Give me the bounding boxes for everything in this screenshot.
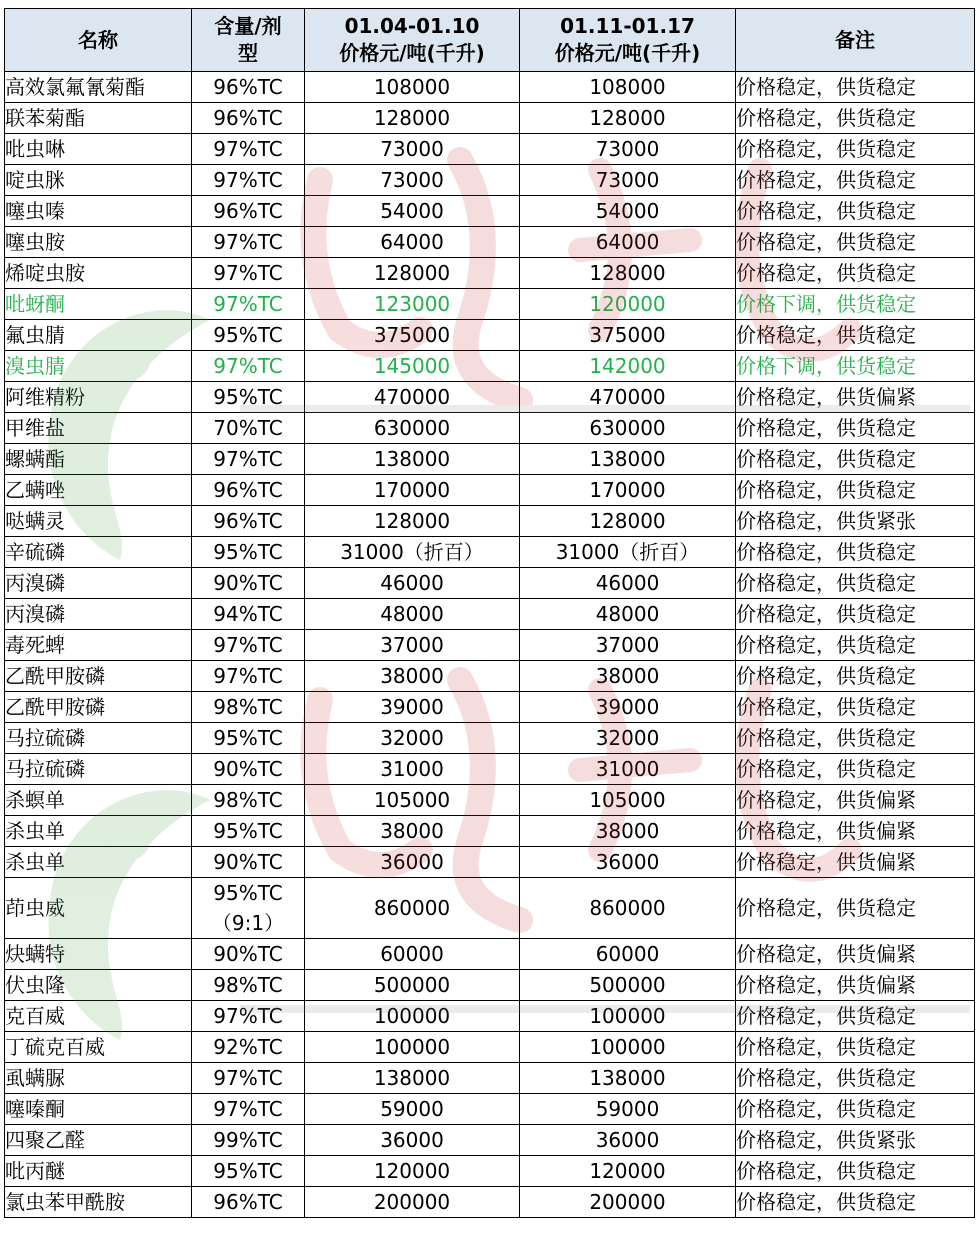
cell-note: 价格下调，供货稳定	[736, 289, 975, 320]
cell-price-period2: 73000	[520, 134, 736, 165]
cell-content-spec: 98%TC	[192, 692, 305, 723]
cell-content-spec: 92%TC	[192, 1032, 305, 1063]
header-period1-unit: 价格元/吨(千升)	[339, 41, 485, 65]
cell-note: 价格稳定，供货偏紧	[736, 785, 975, 816]
cell-price-period2: 39000	[520, 692, 736, 723]
cell-price-period1: 100000	[305, 1001, 520, 1032]
table-row	[5, 289, 975, 320]
cell-price-period2: 32000	[520, 723, 736, 754]
header-spec-line2: 型	[238, 41, 258, 65]
table-row	[5, 630, 975, 661]
cell-note: 价格稳定，供货偏紧	[736, 382, 975, 413]
cell-product-name: 克百威	[5, 1001, 192, 1032]
cell-price-period2: 170000	[520, 475, 736, 506]
price-table	[4, 8, 975, 1218]
cell-product-name: 乙酰甲胺磷	[5, 661, 192, 692]
table-header-row	[5, 9, 975, 72]
cell-price-period2: 36000	[520, 1125, 736, 1156]
table-row	[5, 351, 975, 382]
cell-note: 价格稳定，供货稳定	[736, 630, 975, 661]
cell-price-period1: 73000	[305, 134, 520, 165]
cell-price-period1: 46000	[305, 568, 520, 599]
table-row	[5, 692, 975, 723]
cell-product-name: 茚虫威	[5, 878, 192, 939]
cell-product-name: 阿维精粉	[5, 382, 192, 413]
cell-product-name: 噻虫胺	[5, 227, 192, 258]
table-row	[5, 1125, 975, 1156]
cell-product-name: 丙溴磷	[5, 568, 192, 599]
table-row	[5, 568, 975, 599]
cell-content-spec: 90%TC	[192, 847, 305, 878]
table-row	[5, 1187, 975, 1218]
cell-note: 价格稳定，供货稳定	[736, 1032, 975, 1063]
cell-note: 价格稳定，供货偏紧	[736, 939, 975, 970]
cell-note: 价格稳定，供货稳定	[736, 103, 975, 134]
cell-price-period1: 120000	[305, 1156, 520, 1187]
cell-price-period2: 38000	[520, 661, 736, 692]
cell-note: 价格稳定，供货稳定	[736, 878, 975, 939]
cell-price-period2: 48000	[520, 599, 736, 630]
table-row	[5, 413, 975, 444]
cell-product-name: 杀虫单	[5, 847, 192, 878]
cell-price-period1: 170000	[305, 475, 520, 506]
cell-note: 价格稳定，供货稳定	[736, 1094, 975, 1125]
cell-price-period2: 142000	[520, 351, 736, 382]
cell-note: 价格稳定，供货稳定	[736, 599, 975, 630]
cell-content-spec: 95%TC	[192, 320, 305, 351]
cell-note: 价格稳定，供货稳定	[736, 258, 975, 289]
cell-price-period2: 100000	[520, 1032, 736, 1063]
cell-content-spec: 70%TC	[192, 413, 305, 444]
cell-note: 价格稳定，供货稳定	[736, 1063, 975, 1094]
cell-price-period1: 105000	[305, 785, 520, 816]
cell-product-name: 哒螨灵	[5, 506, 192, 537]
cell-content-spec: 90%TC	[192, 754, 305, 785]
cell-content-spec: 95%TC	[192, 1156, 305, 1187]
header-spec	[192, 9, 305, 72]
header-period1-dates: 01.04-01.10	[344, 14, 480, 38]
cell-note: 价格稳定，供货稳定	[736, 72, 975, 103]
table-row	[5, 661, 975, 692]
cell-note: 价格稳定，供货紧张	[736, 1125, 975, 1156]
cell-product-name: 丁硫克百威	[5, 1032, 192, 1063]
cell-note: 价格稳定，供货稳定	[736, 413, 975, 444]
cell-note: 价格稳定，供货稳定	[736, 196, 975, 227]
table-row	[5, 165, 975, 196]
cell-content-spec: 96%TC	[192, 1187, 305, 1218]
cell-note: 价格稳定，供货紧张	[736, 506, 975, 537]
cell-product-name: 杀虫单	[5, 816, 192, 847]
cell-product-name: 四聚乙醛	[5, 1125, 192, 1156]
cell-note: 价格稳定，供货偏紧	[736, 847, 975, 878]
cell-content-spec: 97%TC	[192, 1001, 305, 1032]
cell-note: 价格稳定，供货稳定	[736, 661, 975, 692]
table-body	[5, 72, 975, 1218]
header-note: 备注	[736, 9, 975, 72]
cell-price-period1: 38000	[305, 661, 520, 692]
table-row	[5, 847, 975, 878]
cell-price-period1: 38000	[305, 816, 520, 847]
cell-content-spec: 97%TC	[192, 444, 305, 475]
table-row	[5, 816, 975, 847]
cell-price-period1: 39000	[305, 692, 520, 723]
table-row	[5, 1156, 975, 1187]
cell-product-name: 氟虫腈	[5, 320, 192, 351]
table-row	[5, 878, 975, 939]
cell-content-spec: 95%TC	[192, 816, 305, 847]
table-row	[5, 599, 975, 630]
cell-price-period2: 108000	[520, 72, 736, 103]
cell-product-name: 虱螨脲	[5, 1063, 192, 1094]
cell-content-spec: 97%TC	[192, 134, 305, 165]
cell-content-spec: 95%TC	[192, 723, 305, 754]
table-row	[5, 970, 975, 1001]
cell-note: 价格稳定，供货稳定	[736, 320, 975, 351]
table-row	[5, 1032, 975, 1063]
cell-product-name: 杀螟单	[5, 785, 192, 816]
cell-content-spec: 94%TC	[192, 599, 305, 630]
table-row	[5, 382, 975, 413]
cell-content-spec: 95%TC	[192, 537, 305, 568]
cell-price-period1: 73000	[305, 165, 520, 196]
cell-price-period2: 128000	[520, 103, 736, 134]
cell-price-period1: 123000	[305, 289, 520, 320]
cell-price-period1: 500000	[305, 970, 520, 1001]
cell-product-name: 联苯菊酯	[5, 103, 192, 134]
cell-price-period2: 64000	[520, 227, 736, 258]
cell-note: 价格稳定，供货稳定	[736, 134, 975, 165]
cell-price-period1: 128000	[305, 506, 520, 537]
cell-price-period2: 37000	[520, 630, 736, 661]
cell-product-name: 炔螨特	[5, 939, 192, 970]
cell-price-period1: 31000	[305, 754, 520, 785]
cell-product-name: 吡蚜酮	[5, 289, 192, 320]
header-period1-price	[305, 9, 520, 72]
cell-price-period2: 59000	[520, 1094, 736, 1125]
table-row	[5, 785, 975, 816]
cell-price-period1: 375000	[305, 320, 520, 351]
table-row	[5, 1001, 975, 1032]
cell-price-period2: 31000	[520, 754, 736, 785]
cell-product-name: 氯虫苯甲酰胺	[5, 1187, 192, 1218]
cell-content-spec: 96%TC	[192, 196, 305, 227]
cell-price-period2: 128000	[520, 258, 736, 289]
table-row	[5, 939, 975, 970]
cell-price-period2: 38000	[520, 816, 736, 847]
cell-price-period1: 138000	[305, 444, 520, 475]
cell-note: 价格稳定，供货偏紧	[736, 970, 975, 1001]
cell-price-period2: 500000	[520, 970, 736, 1001]
cell-product-name: 溴虫腈	[5, 351, 192, 382]
table-row	[5, 196, 975, 227]
cell-note: 价格稳定，供货稳定	[736, 568, 975, 599]
cell-content-spec: 90%TC	[192, 568, 305, 599]
cell-content-spec: 97%TC	[192, 1063, 305, 1094]
cell-content-spec: 96%TC	[192, 103, 305, 134]
cell-price-period1: 128000	[305, 258, 520, 289]
cell-product-name: 乙螨唑	[5, 475, 192, 506]
cell-price-period2: 120000	[520, 289, 736, 320]
header-period2-price	[520, 9, 736, 72]
cell-price-period2: 375000	[520, 320, 736, 351]
cell-price-period2: 200000	[520, 1187, 736, 1218]
cell-product-name: 马拉硫磷	[5, 754, 192, 785]
header-period2-dates: 01.11-01.17	[560, 14, 695, 38]
cell-product-name: 丙溴磷	[5, 599, 192, 630]
cell-note: 价格稳定，供货稳定	[736, 444, 975, 475]
header-name: 名称	[5, 9, 192, 72]
cell-price-period2: 138000	[520, 444, 736, 475]
cell-price-period1: 630000	[305, 413, 520, 444]
cell-content-spec: 95%TC（9:1）	[192, 878, 305, 939]
cell-content-spec: 99%TC	[192, 1125, 305, 1156]
table-row	[5, 258, 975, 289]
table-row	[5, 1063, 975, 1094]
cell-price-period1: 59000	[305, 1094, 520, 1125]
cell-content-spec: 97%TC	[192, 351, 305, 382]
cell-price-period1: 100000	[305, 1032, 520, 1063]
cell-price-period1: 138000	[305, 1063, 520, 1094]
cell-price-period2: 860000	[520, 878, 736, 939]
cell-price-period2: 128000	[520, 506, 736, 537]
header-period2-unit: 价格元/吨(千升)	[554, 41, 701, 65]
cell-price-period1: 60000	[305, 939, 520, 970]
cell-content-spec: 97%TC	[192, 227, 305, 258]
cell-note: 价格稳定，供货稳定	[736, 692, 975, 723]
cell-note: 价格稳定，供货稳定	[736, 1156, 975, 1187]
cell-price-period2: 54000	[520, 196, 736, 227]
cell-price-period1: 37000	[305, 630, 520, 661]
cell-content-spec: 96%TC	[192, 475, 305, 506]
cell-content-spec: 97%TC	[192, 165, 305, 196]
cell-content-spec: 97%TC	[192, 1094, 305, 1125]
cell-note: 价格稳定，供货稳定	[736, 227, 975, 258]
cell-product-name: 伏虫隆	[5, 970, 192, 1001]
cell-price-period1: 64000	[305, 227, 520, 258]
cell-note: 价格稳定，供货稳定	[736, 537, 975, 568]
cell-content-spec: 98%TC	[192, 970, 305, 1001]
table-row	[5, 754, 975, 785]
table-row	[5, 320, 975, 351]
cell-price-period1: 36000	[305, 1125, 520, 1156]
table-row	[5, 506, 975, 537]
cell-note: 价格稳定，供货稳定	[736, 723, 975, 754]
cell-price-period2: 73000	[520, 165, 736, 196]
table-row	[5, 227, 975, 258]
cell-product-name: 啶虫脒	[5, 165, 192, 196]
table-row	[5, 134, 975, 165]
cell-content-spec: 97%TC	[192, 289, 305, 320]
cell-product-name: 乙酰甲胺磷	[5, 692, 192, 723]
cell-product-name: 吡丙醚	[5, 1156, 192, 1187]
cell-note: 价格下调，供货稳定	[736, 351, 975, 382]
cell-price-period1: 108000	[305, 72, 520, 103]
cell-product-name: 毒死蜱	[5, 630, 192, 661]
cell-product-name: 辛硫磷	[5, 537, 192, 568]
cell-price-period1: 31000（折百）	[305, 537, 520, 568]
cell-content-spec: 95%TC	[192, 382, 305, 413]
cell-price-period1: 32000	[305, 723, 520, 754]
cell-content-spec: 97%TC	[192, 661, 305, 692]
cell-note: 价格稳定，供货稳定	[736, 1001, 975, 1032]
cell-price-period2: 31000（折百）	[520, 537, 736, 568]
cell-price-period1: 54000	[305, 196, 520, 227]
cell-product-name: 噻嗪酮	[5, 1094, 192, 1125]
cell-content-spec: 97%TC	[192, 630, 305, 661]
cell-price-period1: 145000	[305, 351, 520, 382]
cell-price-period2: 470000	[520, 382, 736, 413]
table-row	[5, 537, 975, 568]
cell-note: 价格稳定，供货稳定	[736, 475, 975, 506]
cell-note: 价格稳定，供货稳定	[736, 1187, 975, 1218]
table-row	[5, 475, 975, 506]
cell-product-name: 螺螨酯	[5, 444, 192, 475]
cell-product-name: 马拉硫磷	[5, 723, 192, 754]
cell-content-spec: 98%TC	[192, 785, 305, 816]
cell-content-spec: 96%TC	[192, 506, 305, 537]
cell-price-period1: 200000	[305, 1187, 520, 1218]
cell-content-spec: 97%TC	[192, 258, 305, 289]
cell-price-period2: 36000	[520, 847, 736, 878]
header-spec-line1: 含量/剂	[214, 14, 282, 38]
cell-price-period2: 138000	[520, 1063, 736, 1094]
cell-price-period2: 630000	[520, 413, 736, 444]
cell-product-name: 吡虫啉	[5, 134, 192, 165]
cell-price-period1: 36000	[305, 847, 520, 878]
cell-product-name: 高效氯氟氰菊酯	[5, 72, 192, 103]
cell-product-name: 烯啶虫胺	[5, 258, 192, 289]
cell-price-period2: 60000	[520, 939, 736, 970]
table-row	[5, 103, 975, 134]
cell-price-period2: 120000	[520, 1156, 736, 1187]
cell-price-period2: 105000	[520, 785, 736, 816]
table-row	[5, 444, 975, 475]
cell-product-name: 噻虫嗪	[5, 196, 192, 227]
cell-note: 价格稳定，供货稳定	[736, 754, 975, 785]
cell-note: 价格稳定，供货偏紧	[736, 816, 975, 847]
cell-price-period1: 128000	[305, 103, 520, 134]
table-row	[5, 72, 975, 103]
cell-price-period1: 48000	[305, 599, 520, 630]
cell-price-period2: 100000	[520, 1001, 736, 1032]
table-row	[5, 1094, 975, 1125]
cell-price-period2: 46000	[520, 568, 736, 599]
cell-price-period1: 860000	[305, 878, 520, 939]
cell-product-name: 甲维盐	[5, 413, 192, 444]
table-row	[5, 723, 975, 754]
cell-price-period1: 470000	[305, 382, 520, 413]
cell-note: 价格稳定，供货稳定	[736, 165, 975, 196]
cell-content-spec: 90%TC	[192, 939, 305, 970]
cell-content-spec: 96%TC	[192, 72, 305, 103]
